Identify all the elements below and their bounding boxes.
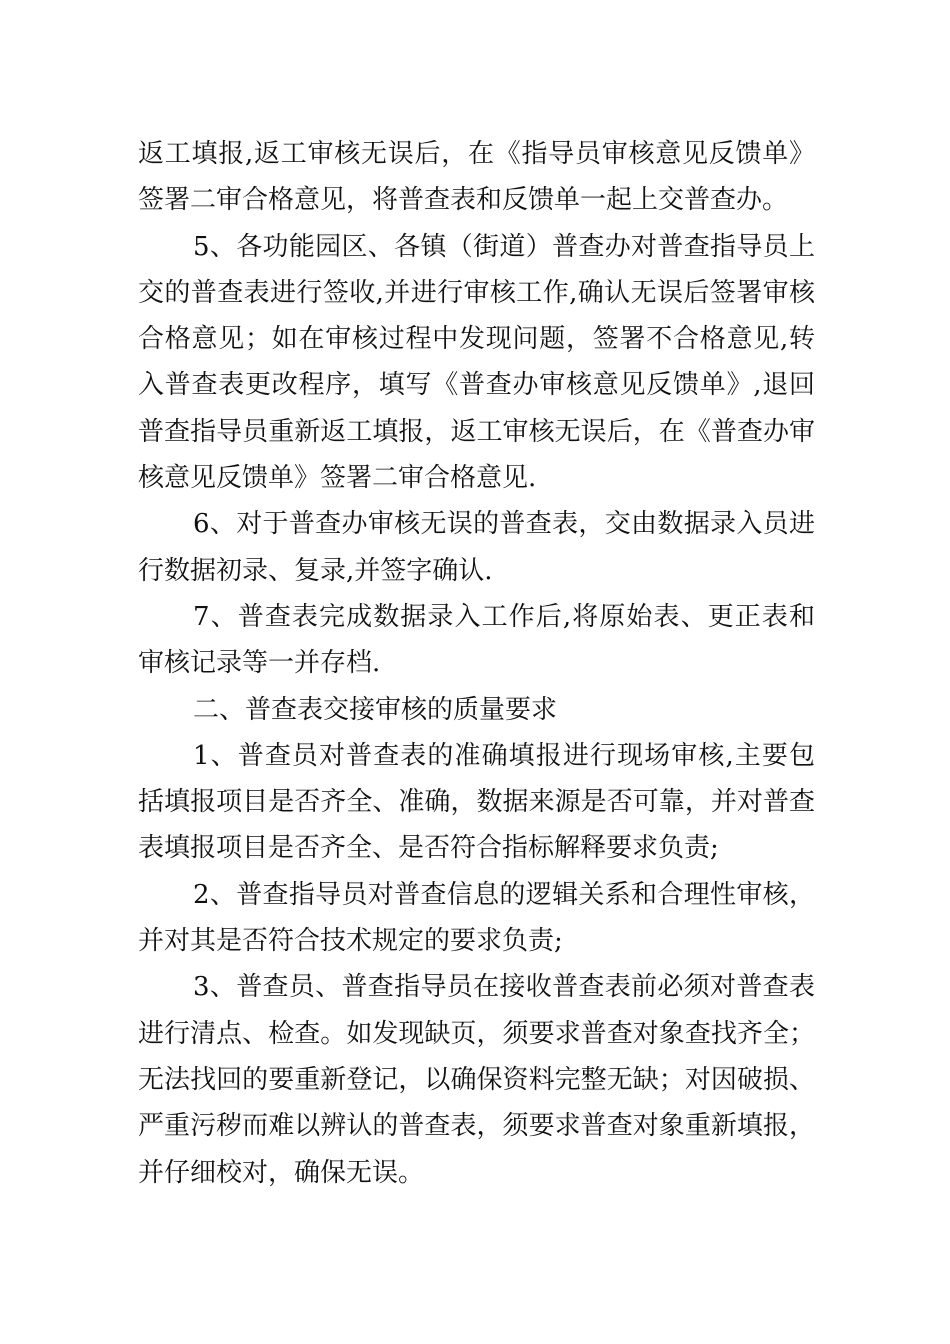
document-body (138, 131, 815, 1196)
paragraph-requirement-2: 2、普查指导员对普查信息的逻辑关系和合理性审核，并对其是否符合技术规定的要求负责; (138, 879, 815, 957)
paragraph-item-7: 7、普查表完成数据录入工作后,将原始表、更正表和审核记录等一并存档. (138, 601, 815, 679)
paragraph-item-5: 5、各功能园区、各镇（街道）普查办对普查指导员上交的普查表进行签收,并进行审核工作,确认无误后签署审核合格意见；如在审核过程中发现问题，签署不合格意见,转入普查表更改程序，填写《普查办审核意见反馈单》,退回普查指导员重新返工填报，返工审核无误后，在《普查办审核意见反馈单》签署二审合格意见. (138, 231, 815, 494)
section-heading: 二、普查表交接审核的质量要求 (193, 694, 558, 725)
paragraph-continuation: 返工填报,返工审核无误后，在《指导员审核意见反馈单》签署二审合格意见，将普查表和反馈单一起上交普查办。 (138, 139, 815, 216)
paragraph-requirement-1: 1、普查员对普查表的准确填报进行现场审核,主要包括填报项目是否齐全、准确，数据来源是否可靠，并对普查表填报项目是否齐全、是否符合指标解释要求负责; (138, 740, 815, 864)
paragraph-requirement-3: 3、普查员、普查指导员在接收普查表前必须对普查表进行清点、检查。如发现缺页，须要求普查对象查找齐全；无法找回的要重新登记，以确保资料完整无缺；对因破损、严重污秽而难以辨认的普查表，须要求普查对象重新填报，并仔细校对，确保无误。 (138, 972, 815, 1188)
paragraph-item-6: 6、对于普查办审核无误的普查表，交由数据录入员进行数据初录、复录,并签字确认. (138, 509, 815, 586)
